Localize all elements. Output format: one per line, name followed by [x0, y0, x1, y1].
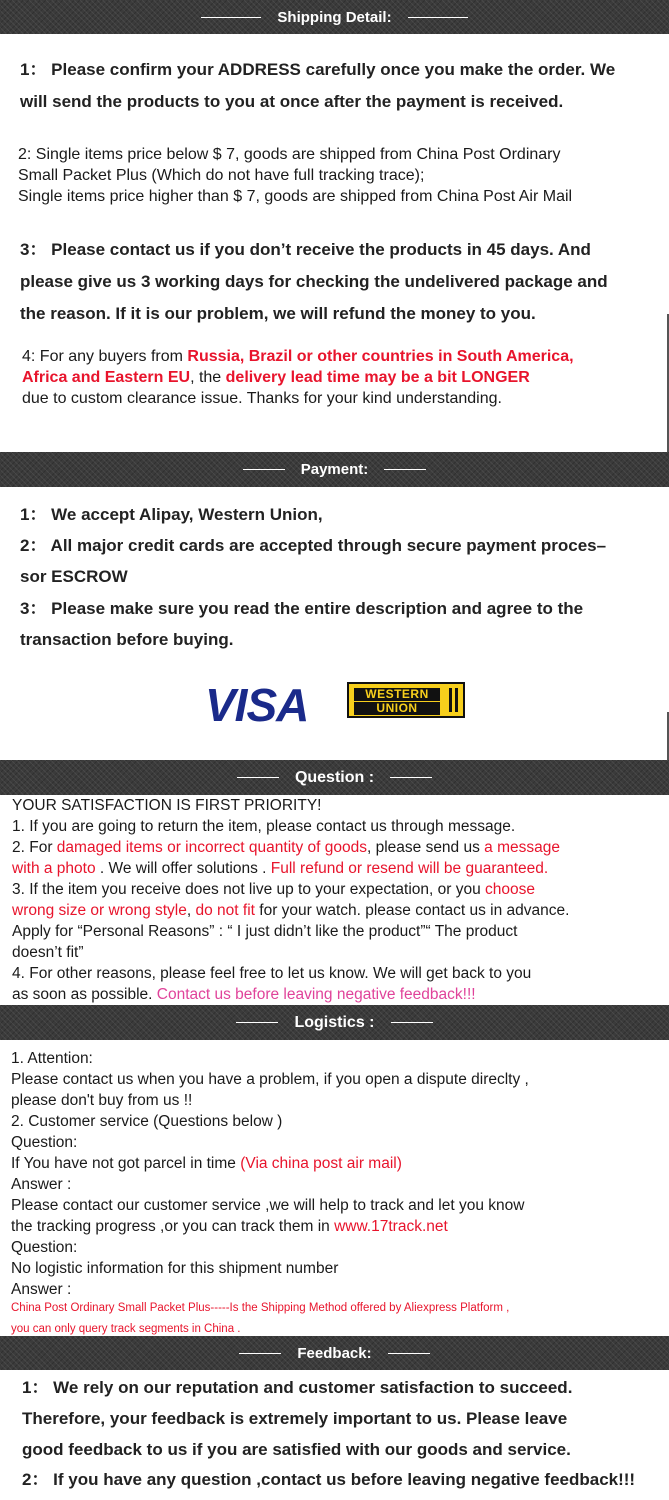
logistics-line-2: Please contact us when you have a problem, if you open a dispute direclty , — [11, 1071, 529, 1088]
q6-wrong-size: wrong size or wrong style — [12, 902, 187, 919]
q3-damaged-items: damaged items or incorrect quantity of goods — [56, 839, 367, 856]
question-line-7: Apply for “Personal Reasons” : “ I just didn’t like the product”“ The product — [12, 923, 518, 940]
q6-comma: , — [186, 902, 196, 919]
question-line-4 — [12, 858, 548, 879]
shipping-point-4-regions: Russia, Brazil or other countries in South America, — [187, 348, 574, 365]
western-union-wordmark — [354, 687, 440, 716]
shipping-point-3-line-3: the reason. If it is our problem, we will refund the money to you. — [20, 304, 536, 323]
q4-guarantee: Full refund or resend will be guaranteed. — [270, 860, 549, 877]
logistics-q1-text: If You have not got parcel in time — [11, 1155, 241, 1172]
feedback-title: Feedback: — [297, 1344, 372, 1362]
shipping-point-4-line-3: due to custom clearance issue. Thanks for your kind understanding. — [22, 390, 502, 407]
payment-line-5: transaction before buying. — [20, 630, 234, 649]
header-rule-right — [408, 17, 468, 18]
logistics-line-4: 2. Customer service (Questions below ) — [11, 1113, 283, 1130]
question-line-2: 1. If you are going to return the item, please contact us through message. — [12, 818, 516, 835]
shipping-point-4-line-2 — [22, 367, 530, 388]
feedback-line-1: 1： We rely on our reputation and customer satisfaction to succeed. — [22, 1378, 573, 1397]
feedback-header — [0, 1336, 669, 1370]
logistics-section — [0, 1040, 669, 1336]
feedback-line-2: Therefore, your feedback is extremely important to us. Please leave — [22, 1409, 568, 1428]
question-header — [0, 760, 669, 795]
logistics-line-8: Please contact our customer service ,we will help to track and let you know — [11, 1197, 525, 1214]
shipping-point-1-line-1: 1： Please confirm your ADDRESS carefully once you make the order. We — [20, 60, 616, 79]
shipping-point-4-warning: delivery lead time may be a bit LONGER — [225, 369, 530, 386]
question-line-6 — [12, 900, 569, 921]
shipping-detail-header — [0, 0, 669, 34]
q3-text-a: 2. For — [12, 839, 57, 856]
header-rule-right — [391, 1022, 433, 1023]
shipping-detail-section — [0, 34, 669, 452]
question-line-3 — [12, 837, 560, 858]
logistics-line-12: Answer : — [11, 1281, 72, 1298]
logistics-line-1: 1. Attention: — [11, 1050, 93, 1067]
shipping-point-3-line-1: 3： Please contact us if you don’t receive the products in 45 days. And — [20, 240, 591, 259]
feedback-section — [0, 1370, 669, 1500]
logistics-header — [0, 1005, 669, 1040]
logistics-line-5: Question: — [11, 1134, 78, 1151]
shipping-point-1-line-2: will send the products to you at once after the payment is received. — [20, 92, 564, 111]
logistics-line-3: please don't buy from us !! — [11, 1092, 193, 1109]
payment-line-1: 1： We accept Alipay, Western Union, — [20, 505, 323, 524]
shipping-point-4-line-1 — [22, 346, 574, 367]
header-rule-left — [239, 1353, 281, 1354]
logistics-line-10: Question: — [11, 1239, 78, 1256]
header-rule-left — [237, 777, 279, 778]
payment-line-2: 2： All major credit cards are accepted through secure payment proces– — [20, 536, 607, 555]
header-rule-right — [384, 469, 426, 470]
q5-text-a: 3. If the item you receive does not live up to your expectation, or you — [12, 881, 486, 898]
q10-contact-warning: Contact us before leaving negative feedback!!! — [156, 986, 476, 1003]
western-union-bottom: UNION — [354, 702, 440, 715]
question-line-5 — [12, 879, 535, 900]
shipping-point-2-line-3: Single items price higher than $ 7, goods are shipped from China Post Air Mail — [18, 188, 573, 205]
logistics-q1-via: (Via china post air mail) — [240, 1155, 402, 1172]
q3-a-message: a message — [484, 839, 560, 856]
shipping-detail-title: Shipping Detail: — [277, 8, 392, 26]
shipping-point-2-line-2: Small Packet Plus (Which do not have full tracking trace); — [18, 167, 425, 184]
tracking-site-link[interactable]: www.17track.net — [334, 1218, 448, 1235]
header-rule-left — [201, 17, 261, 18]
payment-title: Payment: — [300, 461, 369, 478]
header-rule-left — [243, 469, 285, 470]
question-line-1: YOUR SATISFACTION IS FIRST PRIORITY! — [12, 797, 322, 814]
western-union-bars-icon — [449, 688, 458, 712]
question-title: Question : — [294, 768, 375, 786]
western-union-logo — [347, 682, 465, 718]
logistics-line-13: China Post Ordinary Small Packet Plus-----Is the Shipping Method offered by Aliexpress Platform , — [11, 1302, 510, 1314]
feedback-line-4: 2： If you have any question ,contact us before leaving negative feedback!!! — [22, 1470, 636, 1489]
header-rule-right — [390, 777, 432, 778]
shipping-point-3-line-2: please give us 3 working days for checking the undelivered package and — [20, 272, 608, 291]
payment-section — [0, 487, 669, 760]
question-line-10 — [12, 984, 476, 1005]
q10-text-a: as soon as possible. — [12, 986, 157, 1003]
shipping-point-2-line-1: 2: Single items price below $ 7, goods are shipped from China Post Ordinary — [18, 146, 561, 163]
logistics-a1-text: the tracking progress ,or you can track them in — [11, 1218, 335, 1235]
feedback-line-3: good feedback to us if you are satisfied with our goods and service. — [22, 1440, 571, 1459]
logistics-line-6 — [11, 1153, 402, 1174]
question-section — [0, 795, 669, 1005]
shipping-point-4-regions-2: Africa and Eastern EU — [22, 369, 191, 386]
payment-line-3: sor ESCROW — [20, 567, 128, 586]
logistics-line-14: you can only query track segments in China . — [11, 1323, 241, 1335]
q4-with-photo: with a photo — [12, 860, 96, 877]
header-rule-right — [388, 1353, 430, 1354]
logistics-line-11: No logistic information for this shipment number — [11, 1260, 339, 1277]
question-line-8: doesn’t fit” — [12, 944, 84, 961]
shipping-point-4-connector: , the — [190, 369, 226, 386]
question-line-9: 4. For other reasons, please feel free to let us know. We will get back to you — [12, 965, 532, 982]
q6-text-d: for your watch. please contact us in advance. — [254, 902, 570, 919]
shipping-point-4-intro: 4: For any buyers from — [22, 348, 188, 365]
payment-header — [0, 452, 669, 487]
visa-logo: VISA — [205, 679, 309, 731]
western-union-top: WESTERN — [354, 688, 440, 701]
header-rule-left — [236, 1022, 278, 1023]
logistics-title: Logistics : — [294, 1013, 375, 1031]
q4-text-b: . We will offer solutions . — [95, 860, 271, 877]
logistics-line-9 — [11, 1216, 448, 1237]
payment-line-4: 3： Please make sure you read the entire description and agree to the — [20, 599, 584, 618]
q3-text-c: , please send us — [366, 839, 485, 856]
logistics-line-7: Answer : — [11, 1176, 72, 1193]
q5-choose: choose — [485, 881, 535, 898]
q6-do-not-fit: do not fit — [195, 902, 255, 919]
